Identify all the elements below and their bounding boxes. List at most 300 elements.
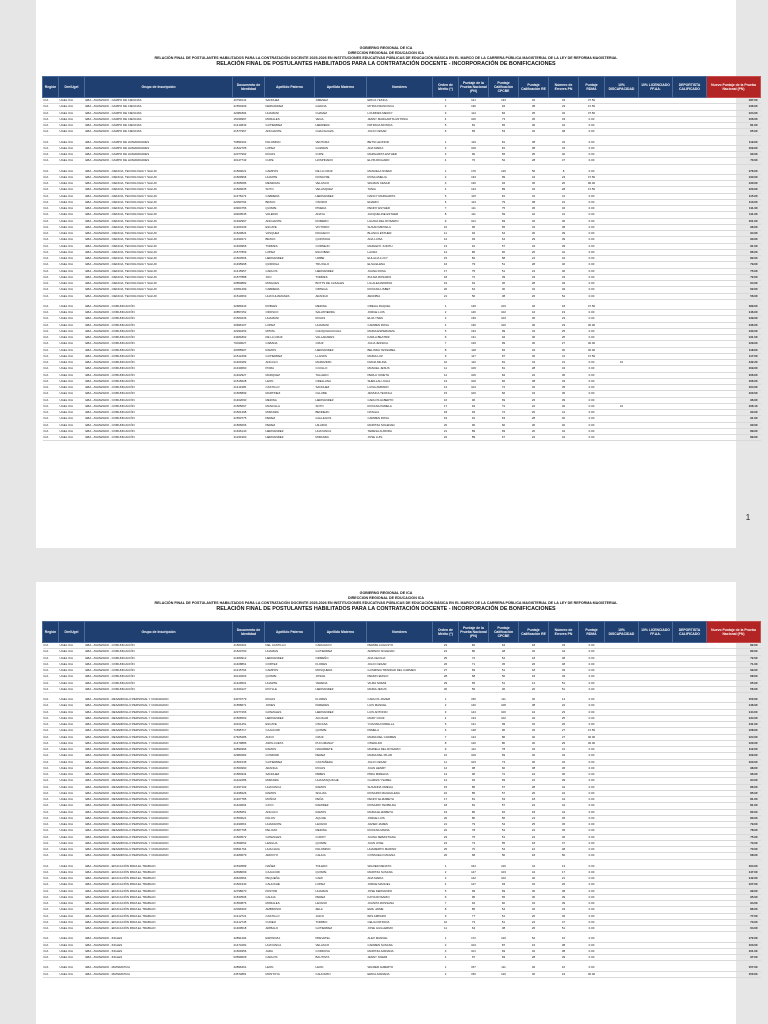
table-cell: LIA ALEJANDRINA — [367, 281, 433, 287]
table-cell: TORRES — [265, 243, 315, 249]
table-cell: 70 — [459, 847, 489, 853]
table-cell: UGEL ICA — [59, 643, 85, 649]
table-cell: UGEL ICA — [59, 274, 85, 280]
table-cell: 9 — [433, 218, 459, 224]
table-cell: ICA — [43, 778, 59, 784]
table-cell: EBA - AVANZADO - DESARROLLO PERSONAL Y CIUDADANO — [85, 697, 233, 703]
table-cell: 87 — [489, 942, 519, 948]
table-cell: EBA - AVANZADO - DESARROLLO PERSONAL Y CIUDADANO — [85, 703, 233, 709]
table-cell: 42798670 — [233, 888, 265, 894]
table-cell: 09691764 — [233, 847, 265, 853]
table-cell: SANCHEZ — [265, 772, 315, 778]
table-cell: UGEL ICA — [59, 703, 85, 709]
table-cell: 0.00 — [579, 335, 605, 341]
table-cell: EBA - AVANZADO - EDUCACIÓN PARA EL TRABAJO — [85, 913, 233, 919]
table-cell: ROJAS — [265, 152, 315, 158]
table-cell: CARMEN ROSA — [367, 322, 433, 328]
table-cell: GONZALES — [265, 709, 315, 715]
table-cell: 34 — [519, 187, 549, 193]
table-cell: ICA — [43, 869, 59, 875]
table-cell: 2 — [433, 174, 459, 180]
table-cell: 131 — [459, 722, 489, 728]
table-cell: UGEL ICA — [59, 784, 85, 790]
table-cell: 21480912 — [233, 655, 265, 661]
table-cell: MUÑOZ — [265, 797, 315, 803]
table-cell: HERNANDEZ — [315, 709, 367, 715]
table-cell: JORGE LUIS — [367, 310, 433, 316]
table-cell: UGEL ICA — [59, 98, 85, 104]
table-cell: ICA — [43, 955, 59, 961]
table-cell: ICA — [43, 709, 59, 715]
table-cell: EBA - AVANZADO - CAMPO DE CIENCIAS — [85, 110, 233, 116]
table-cell: 80.00 — [707, 815, 761, 821]
table-cell: TRUJILLO — [315, 262, 367, 268]
table-cell: 106.10 — [707, 403, 761, 409]
table-cell: 51 — [549, 926, 579, 932]
table-cell: OLLUBE — [315, 391, 367, 397]
table-cell: 39 — [549, 397, 579, 403]
table-cell: CARLOS JAVIER — [367, 697, 433, 703]
table-cell: 21490661 — [233, 822, 265, 828]
table-cell: IRIS AMPARO — [367, 913, 433, 919]
table-cell: NAVARRETE — [315, 747, 367, 753]
table-cell: 70040027 — [233, 341, 265, 347]
table-cell: 80 — [489, 740, 519, 746]
table-cell: PALOMINO — [315, 847, 367, 853]
table-cell: ARANGO — [315, 293, 367, 299]
table-cell: 86 — [459, 784, 489, 790]
column-header: Puntaje RDMA — [579, 77, 605, 98]
table-cell: UGEL ICA — [59, 753, 85, 759]
table-cell: 5 — [433, 193, 459, 199]
table-cell: ICA — [43, 942, 59, 948]
table-cell: 47 — [549, 840, 579, 846]
table-cell: 36 — [519, 316, 549, 322]
table-cell: UGEL ICA — [59, 715, 85, 721]
table-cell: UGEL ICA — [59, 926, 85, 932]
table-cell: 43051499 — [233, 287, 265, 293]
table-cell: 18 — [519, 797, 549, 803]
table-cell: 0.00 — [579, 378, 605, 384]
table-cell: 0.00 — [579, 328, 605, 334]
table-cell — [639, 435, 673, 441]
table-cell: 32 — [519, 728, 549, 734]
table-cell: 0.00 — [579, 422, 605, 428]
table-cell: EBA - AVANZADO - COMUNICACIÓN — [85, 322, 233, 328]
table-cell: UGEL ICA — [59, 123, 85, 129]
table-cell: 40 — [519, 697, 549, 703]
table-cell: UGEL ICA — [59, 772, 85, 778]
table-cell: 21467785 — [233, 797, 265, 803]
table-cell: 71 — [459, 661, 489, 667]
table-cell: 1 — [433, 304, 459, 310]
table-cell: 16 — [433, 397, 459, 403]
table-cell: 21495968 — [233, 262, 265, 268]
table-cell: 86.00 — [707, 249, 761, 255]
table-cell: 32 — [549, 753, 579, 759]
table-cell: 129 — [459, 341, 489, 347]
table-cell: ICA — [43, 218, 59, 224]
table-cell: 65 — [459, 680, 489, 686]
table-cell: 51 — [489, 680, 519, 686]
table-cell: ICA — [43, 759, 59, 765]
table-cell: EBA - AVANZADO - CIENCIA, TECNOLOGIA Y SALUD — [85, 199, 233, 205]
table-cell: 38 — [519, 104, 549, 110]
table-cell: 0.00 — [579, 869, 605, 875]
table-cell: UGEL ICA — [59, 212, 85, 218]
table-cell: 21490127 — [233, 686, 265, 692]
table-cell: 3 — [433, 948, 459, 954]
table-cell: UGEL ICA — [59, 428, 85, 434]
table-cell: SIGUAS — [315, 790, 367, 796]
table-cell: BAUTISTA — [315, 955, 367, 961]
table-cell: 103 — [459, 942, 489, 948]
table-cell: UGEL ICA — [59, 680, 85, 686]
table-cell: EBA - AVANZADO - CAMPO DE CIENCIAS — [85, 129, 233, 135]
table-cell: EBA - AVANZADO - COMUNICACIÓN — [85, 428, 233, 434]
table-cell: ICA — [43, 907, 59, 913]
table-cell: ICA — [43, 888, 59, 894]
table-cell: WILMAN CESAR — [367, 181, 433, 187]
table-cell: ICA — [43, 772, 59, 778]
table-cell: ICA — [43, 822, 59, 828]
table-cell: 26 — [519, 661, 549, 667]
table-cell: 30 — [433, 686, 459, 692]
table-cell: EBA - AVANZADO - COMUNICACIÓN — [85, 353, 233, 359]
table-cell: 50 — [549, 853, 579, 859]
table-cell: 42689443 — [233, 304, 265, 310]
table-cell: LEVANO — [315, 822, 367, 828]
table-cell: EBA - AVANZADO - COMUNICACIÓN — [85, 403, 233, 409]
table-cell: EBA - AVANZADO - CIENCIA, TECNOLOGIA Y SALUD — [85, 281, 233, 287]
table-cell: GARCIA — [315, 104, 367, 110]
table-cell: UGEL ICA — [59, 847, 85, 853]
table-cell: EBA - AVANZADO - DESARROLLO PERSONAL Y CIUDADANO — [85, 740, 233, 746]
table-cell: 109.00 — [707, 145, 761, 151]
table-cell: 70899162 — [233, 140, 265, 146]
column-header: Apellido Paterno — [265, 77, 315, 98]
table-cell: EBA - AVANZADO - CIENCIA, TECNOLOGIA Y SALUD — [85, 212, 233, 218]
table-cell: 0.00 — [579, 759, 605, 765]
table-cell: 11 — [433, 926, 459, 932]
table-cell: JENNY MARGARITA ANTONIA — [367, 116, 433, 122]
table-cell: 95.00 — [707, 894, 761, 900]
table-cell: 99 — [489, 722, 519, 728]
table-cell: EBA - AVANZADO - EDUCACIÓN PARA EL TRABAJO — [85, 907, 233, 913]
table-cell: CHUQUIHUACCHA — [315, 328, 367, 334]
table-cell: 111.00 — [707, 212, 761, 218]
table-cell: 36 — [549, 218, 579, 224]
table-cell: NATALIA — [367, 410, 433, 416]
table-cell: ICA — [43, 199, 59, 205]
table-cell: UGEL ICA — [59, 869, 85, 875]
table-cell: UGEL ICA — [59, 722, 85, 728]
table-cell: ICA — [43, 847, 59, 853]
table-cell: 0.00 — [579, 668, 605, 674]
table-cell: 72 — [489, 385, 519, 391]
table-cell: 42 — [549, 428, 579, 434]
table-cell: 20 — [519, 410, 549, 416]
table-cell: 81 — [489, 193, 519, 199]
table-cell: PAREDES — [315, 703, 367, 709]
table-cell: FERNANDEZ — [265, 104, 315, 110]
table-cell: 141 — [459, 98, 489, 104]
table-cell: 18 — [519, 668, 549, 674]
table-cell: ROXANA LISBET — [367, 287, 433, 293]
table-cell: 94 — [489, 104, 519, 110]
table-cell: CAYO — [265, 803, 315, 809]
header-title: RELACIÓN FINAL DE POSTULANTES HABILITADOS PARA LA CONTRATACIÓN DOCENTE - INCORPORACIÓN DE BONIFICACIONES — [216, 61, 556, 67]
table-cell: 0.00 — [579, 809, 605, 815]
table-cell: 65 — [489, 224, 519, 230]
table-cell: 24 — [519, 828, 549, 834]
table-cell: ESCATE — [265, 224, 315, 230]
table-cell: 103.00 — [707, 759, 761, 765]
table-cell: 17 — [549, 869, 579, 875]
table-cell: 98.00 — [707, 765, 761, 771]
table-cell: 150.00 — [707, 971, 761, 977]
table-cell: 30.00 — [579, 347, 605, 353]
table-cell: 21567795 — [233, 828, 265, 834]
table-cell: 119 — [459, 140, 489, 146]
table-cell: 80 — [459, 809, 489, 815]
table-cell: 24 — [519, 778, 549, 784]
table-cell: 1 — [433, 98, 459, 104]
table-cell: 81 — [489, 366, 519, 372]
table-cell: 118.00 — [707, 347, 761, 353]
table-cell: JUANITA ROSSANA — [367, 901, 433, 907]
table-cell: 91 — [459, 243, 489, 249]
table-cell: 21520824 — [233, 231, 265, 237]
table-cell: 21479886 — [233, 740, 265, 746]
column-header: Orden de Mérito (*) — [433, 622, 459, 643]
table-cell: 30 — [519, 971, 549, 977]
table-cell: 0.00 — [579, 428, 605, 434]
table-cell: 15039997 — [233, 116, 265, 122]
table-cell: TOLEDO — [315, 864, 367, 870]
table-cell: 51 — [489, 262, 519, 268]
table-cell: ELVA YNES — [367, 316, 433, 322]
table-cell: ICA — [43, 256, 59, 262]
table-cell: EBA - AVANZADO - CAMPO DE CIENCIAS — [85, 116, 233, 122]
table-cell: EBA - AVANZADO - DESARROLLO PERSONAL Y CIUDADANO — [85, 822, 233, 828]
table-cell: 69 — [459, 668, 489, 674]
table-cell: PEREZ — [315, 894, 367, 900]
table-cell: UGEL ICA — [59, 815, 85, 821]
table-cell: 51 — [549, 680, 579, 686]
column-header: Número de Errores PN — [549, 77, 579, 98]
table-cell: 0.00 — [579, 709, 605, 715]
table-cell: 75.00 — [707, 268, 761, 274]
table-cell: 0.00 — [579, 123, 605, 129]
table-cell: JACQUELINE ESTHER — [367, 212, 433, 218]
table-cell: 18 — [519, 674, 549, 680]
table-cell: 36 — [519, 335, 549, 341]
table-cell: PEDRO EMILIO — [367, 674, 433, 680]
table-cell: 0.00 — [579, 397, 605, 403]
table-cell: ICA — [43, 262, 59, 268]
table-cell: MIRANDA — [315, 435, 367, 441]
table-cell: 52 — [519, 936, 549, 942]
table-cell: EBA - AVANZADO - DESARROLLO PERSONAL Y CIUDADANO — [85, 772, 233, 778]
table-cell: SUSANNA OMELIA — [367, 784, 433, 790]
table-cell: ICA — [43, 740, 59, 746]
table-cell: GUTIERREZ — [265, 759, 315, 765]
table-cell: 51 — [489, 834, 519, 840]
table-cell: HUAMANI — [265, 316, 315, 322]
table-cell: 146 — [459, 703, 489, 709]
table-cell: ICA — [43, 734, 59, 740]
table-cell: 24 — [519, 268, 549, 274]
table-cell: LUIS ANTONIO — [367, 709, 433, 715]
table-cell: 6 — [433, 129, 459, 135]
table-cell: 6 — [433, 728, 459, 734]
table-cell: ICA — [43, 129, 59, 135]
table-cell: 31 — [549, 193, 579, 199]
table-cell: 24 — [519, 834, 549, 840]
table-cell: 106.00 — [707, 116, 761, 122]
table-cell: 73 — [489, 759, 519, 765]
table-cell: 69 — [489, 888, 519, 894]
table-cell: 89 — [459, 428, 489, 434]
table-cell: 66 — [489, 378, 519, 384]
table-cell: EBA - AVANZADO - DESARROLLO PERSONAL Y CIUDADANO — [85, 815, 233, 821]
table-header-row — [43, 622, 761, 643]
table-cell: DONAYRE — [315, 174, 367, 180]
table-cell: JONES — [265, 703, 315, 709]
table-cell: EBA - AVANZADO - COMUNICACIÓN — [85, 372, 233, 378]
table-cell: 57 — [489, 243, 519, 249]
table-cell: ICA — [43, 243, 59, 249]
table-cell: MARTINEZ — [265, 391, 315, 397]
table-cell: ICA — [43, 965, 59, 971]
table-cell: ICA — [43, 98, 59, 104]
table-cell: 0.00 — [579, 778, 605, 784]
table-cell: 30 — [519, 759, 549, 765]
table-cell: 36 — [519, 322, 549, 328]
table-cell: UGEL ICA — [59, 790, 85, 796]
table-cell: 54 — [489, 847, 519, 853]
table-cell: 0.00 — [579, 243, 605, 249]
table-cell: 127.00 — [707, 882, 761, 888]
table-cell: 14 — [433, 385, 459, 391]
table-cell: MIRANDA — [265, 778, 315, 784]
table-cell: AQUIJE — [315, 815, 367, 821]
table-cell: OSWALDO — [367, 740, 433, 746]
table-cell: BRAVO — [265, 237, 315, 243]
column-header: Apellido Materno — [315, 77, 367, 98]
table-row — [43, 971, 761, 977]
table-cell: 21498426 — [233, 790, 265, 796]
table-cell: 19 — [433, 416, 459, 422]
table-cell: CARMEN ROSA — [367, 416, 433, 422]
table-cell: 150 — [459, 971, 489, 977]
table-cell: 50 — [519, 169, 549, 175]
table-cell: 117.00 — [707, 353, 761, 359]
table-cell: 36 — [549, 391, 579, 397]
table-cell: 11 — [433, 231, 459, 237]
table-cell: 45 — [549, 815, 579, 821]
table-cell: 101 — [459, 218, 489, 224]
table-cell: CABRERA — [265, 287, 315, 293]
table-cell: 2 — [433, 145, 459, 151]
table-cell: 115.00 — [707, 193, 761, 199]
table-cell: 62 — [489, 809, 519, 815]
table-cell: 63 — [489, 416, 519, 422]
table-cell: 0.00 — [579, 385, 605, 391]
table-cell: 49 — [549, 287, 579, 293]
table-cell: 54 — [489, 907, 519, 913]
table-cell: 0.00 — [579, 894, 605, 900]
table-cell: 21560035 — [233, 187, 265, 193]
table-cell: JOSE LUIS — [367, 435, 433, 441]
table-cell: 77 — [459, 913, 489, 919]
table-cell: EBA - AVANZADO - EDUCACIÓN PARA EL TRABAJO — [85, 888, 233, 894]
table-cell: 36 — [519, 206, 549, 212]
table-cell: 58 — [489, 256, 519, 262]
table-cell: SANCHEZ — [315, 385, 367, 391]
table-cell: UGEL ICA — [59, 901, 85, 907]
table-cell: JORGE MANUEL — [367, 882, 433, 888]
table-cell: 189.00 — [707, 304, 761, 310]
table-cell: 79.00 — [707, 262, 761, 268]
table-cell: JORGE LUIS — [367, 815, 433, 821]
table-cell: 86 — [459, 249, 489, 255]
column-header: Puntaje Calificación RE — [519, 77, 549, 98]
table-cell: UGEL ICA — [59, 152, 85, 158]
table-cell: 94 — [459, 403, 489, 409]
table-cell: 40 — [519, 753, 549, 759]
table-cell: EBA - AVANZADO - CAMPO DE HUMANIDADES — [85, 145, 233, 151]
table-cell: 23 — [549, 104, 579, 110]
table-cell: 39 — [549, 778, 579, 784]
table-cell: HERNANDEZ — [315, 686, 367, 692]
table-cell: UGEL ICA — [59, 385, 85, 391]
table-cell: 0.00 — [579, 145, 605, 151]
table-cell: 64 — [459, 926, 489, 932]
table-cell: 40904756 — [233, 206, 265, 212]
table-cell: 21469182 — [233, 360, 265, 366]
table-cell: UGEL ICA — [59, 158, 85, 164]
table-cell: 6 — [433, 894, 459, 900]
table-cell: 89 — [489, 187, 519, 193]
table-cell: 40 — [549, 416, 579, 422]
table-cell: 2 — [433, 310, 459, 316]
table-cell: HOSPINADO — [315, 158, 367, 164]
table-cell: 0.00 — [579, 913, 605, 919]
table-cell: 0.00 — [579, 140, 605, 146]
column-header: Documento de Identidad — [233, 622, 265, 643]
table-cell: LOURDES MERCY — [367, 110, 433, 116]
table-cell: CUPE — [265, 158, 315, 164]
table-cell: UGEL ICA — [59, 797, 85, 803]
table-cell: ICA — [43, 747, 59, 753]
table-cell: 34 — [519, 174, 549, 180]
table-cell: PIRIA MIRELDA — [367, 772, 433, 778]
table-cell: SUSAN MIRYELA — [367, 224, 433, 230]
table-cell: MORALES — [265, 901, 315, 907]
table-cell: EBA - AVANZADO - CAMPO DE CIENCIAS — [85, 104, 233, 110]
table-cell: 96 — [459, 224, 489, 230]
table-cell: 113 — [459, 199, 489, 205]
table-cell: CRUZ — [315, 341, 367, 347]
table-cell: 52 — [549, 293, 579, 299]
table-cell: ICA — [43, 765, 59, 771]
table-cell: 172.00 — [707, 936, 761, 942]
table-cell: EBA - AVANZADO - COMUNICACIÓN — [85, 397, 233, 403]
table-cell: 1 — [433, 140, 459, 146]
table-cell: 26 — [549, 181, 579, 187]
